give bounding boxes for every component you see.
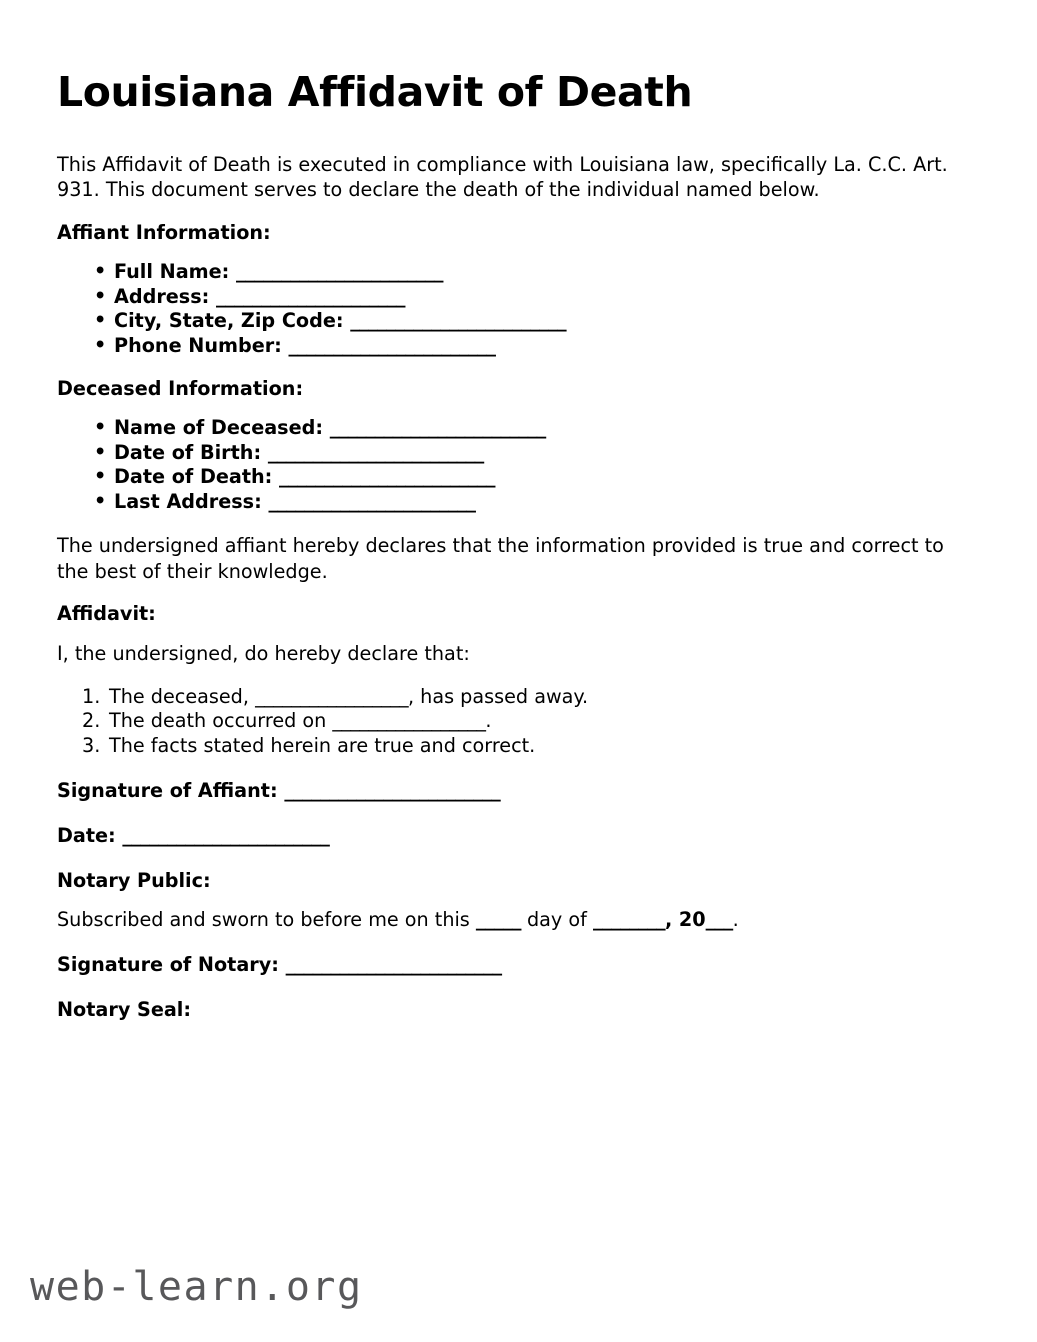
notary-signature-line — [57, 953, 975, 978]
field-label: Date of Death: — [114, 465, 273, 489]
sworn-prefix-text: Subscribed and sworn to before me on this — [57, 907, 476, 931]
declaration-text-before: The facts stated herein are true and correct. — [109, 734, 536, 758]
declaration-text-before: The deceased, — [109, 684, 256, 708]
list-item — [92, 465, 975, 490]
sworn-day-blank[interactable]: _____ — [475, 907, 521, 931]
notary-seal-label: Notary Seal: — [57, 997, 192, 1021]
list-item — [92, 334, 975, 359]
deceased-field-list — [57, 416, 975, 515]
sworn-year-text: , 20 — [664, 907, 706, 931]
field-blank[interactable]: _______________________ — [268, 490, 476, 514]
list-item — [82, 685, 975, 710]
affiant-information-heading: Affiant Information: — [57, 220, 271, 244]
list-item — [82, 709, 975, 734]
declaration-blank[interactable]: _________________ — [332, 709, 486, 733]
field-label: Last Address: — [114, 490, 262, 514]
list-item — [92, 416, 975, 441]
field-blank[interactable]: ________________________ — [350, 309, 567, 333]
declaration-list — [57, 685, 975, 759]
field-label: Date of Birth: — [114, 440, 262, 464]
field-blank[interactable]: _____________________ — [216, 284, 405, 308]
affidavit-heading: Affidavit: — [57, 602, 156, 626]
list-item — [92, 309, 975, 334]
affiant-signature-label: Signature of Affiant: — [57, 778, 278, 802]
date-label: Date: — [57, 823, 116, 847]
list-item — [92, 441, 975, 466]
field-blank[interactable]: ________________________ — [279, 465, 495, 489]
date-blank[interactable]: _______________________ — [122, 823, 330, 847]
declaration-text-before: The death occurred on — [109, 709, 333, 733]
field-blank[interactable]: _______________________ — [288, 334, 496, 358]
field-blank[interactable]: _______________________ — [236, 259, 443, 283]
field-label: Name of Deceased: — [114, 415, 324, 439]
list-item — [82, 734, 975, 759]
date-line — [57, 824, 975, 849]
intro-paragraph: This Affidavit of Death is executed in compliance with Louisiana law, specifically La. C.C. Art. 931. This document serves to declare the death of the individual named below. — [57, 152, 948, 202]
declaration-blank[interactable]: _________________ — [255, 684, 408, 708]
field-label: Address: — [114, 284, 210, 308]
notary-public-heading: Notary Public: — [57, 868, 211, 892]
field-blank[interactable]: ________________________ — [267, 440, 484, 464]
affidavit-lead-in: I, the undersigned, do hereby declare that: — [57, 642, 470, 666]
deceased-information-heading: Deceased Information: — [57, 376, 304, 400]
sworn-year-blank[interactable]: ___ — [705, 907, 733, 931]
sworn-suffix-text: . — [732, 907, 739, 931]
sworn-middle-text: day of — [520, 907, 593, 931]
affiant-field-list — [57, 260, 975, 359]
field-label: Phone Number: — [114, 334, 282, 358]
sworn-month-blank[interactable]: ________ — [592, 907, 665, 931]
field-label: City, State, Zip Code: — [114, 309, 344, 333]
declaration-text-after: . — [485, 709, 492, 733]
notary-signature-label: Signature of Notary: — [57, 952, 279, 976]
field-label: Full Name: — [114, 259, 230, 283]
declaration-paragraph: The undersigned affiant hereby declares that the information provided is true and correct to the best of their knowledge. — [57, 534, 944, 583]
list-item — [92, 285, 975, 310]
list-item — [92, 260, 975, 285]
affiant-signature-blank[interactable]: ________________________ — [284, 778, 501, 802]
site-watermark: web-learn.org — [30, 1264, 363, 1310]
field-blank[interactable]: ________________________ — [329, 415, 546, 439]
page-title: Louisiana Affidavit of Death — [57, 68, 693, 116]
affiant-signature-line — [57, 779, 975, 804]
notary-signature-blank[interactable]: ________________________ — [285, 952, 502, 976]
sworn-statement-line — [57, 908, 975, 933]
list-item — [92, 490, 975, 515]
declaration-text-after: , has passed away. — [407, 684, 589, 708]
